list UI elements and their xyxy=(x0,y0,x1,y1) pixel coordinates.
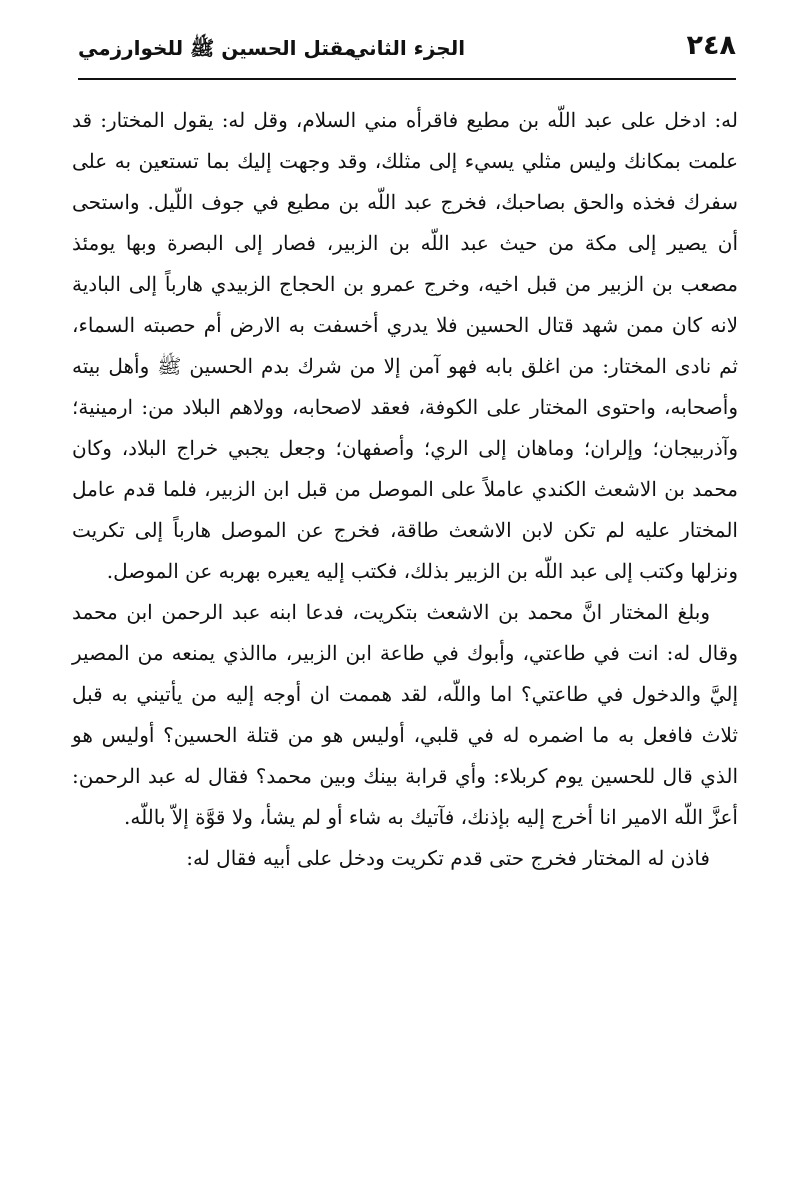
main-text xyxy=(72,100,738,879)
paragraph: وبلغ المختار انَّ محمد بن الاشعث بتكريت، فدعا ابنه عبد الرحمن ابن محمد وقال له: انت في طاعتي، وأبوك في طاعة ابن الزبير، ماالذي يمنعه من المصير إليَّ والدخول في طاعتي؟ اما واللّه، لقد هممت ان أوجه إليه من يأتيني به قبل ثلاث فافعل به ما اضمره له في قلبي، أوليس هو من قتلة الحسين؟ أوليس هو الذي قال للحسين يوم كربلاء: وأي قرابة بينك وبين محمد؟ فقال له عبد الرحمن: أعزَّ اللّه الامير انا أخرج إليه بإذنك، فآتيك به شاء أو لم يشأ، ولا قوَّة إلاّ باللّه. xyxy=(72,600,738,829)
page-header xyxy=(78,28,736,76)
running-title: الجزء الثاني xyxy=(348,36,466,60)
header-divider xyxy=(78,78,736,80)
page-number: ٢٤٨ xyxy=(686,30,736,61)
paragraph: له: ادخل على عبد اللّه بن مطيع فاقرأه مني السلام، وقل له: يقول المختار: قد علمت بمكانك وليس مثلي يسيء إلى مثلك، وقد وجهت إليك بما تستعين به على سفرك فخذه والحق بصاحبك، فخرج عبد اللّه بن مطيع في جوف اللّيل. واستحى أن يصير إلى مكة من حيث عبد اللّه بن الزبير، فصار إلى البصرة وبها يومئذ مصعب بن الزبير من قبل اخيه، وخرج عمرو بن الحجاج الزبيدي هارباً إلى البادية لانه كان ممن شهد قتال الحسين فلا يدري أخسفت به الارض أم حصبته السماء، ثم نادى المختار: من اغلق بابه فهو آمن إلا من شرك بدم الحسين ﷺ وأهل بيته وأصحابه، واحتوى المختار على الكوفة، فعقد لاصحابه، وولاهم البلاد من: ارمينية؛ وآذربيجان؛ وإلران؛ وماهان إلى الري؛ وأصفهان؛ وجعل يجبي خراج البلاد، وكان محمد بن الاشعث الكندي عاملاً على الموصل من قبل ابن الزبير، فلما قدم عامل المختار عليه لم تكن لابن الاشعث طاقة، فخرج عن الموصل هارباً إلى تكريت ونزلها وكتب إلى عبد اللّه بن الزبير بذلك، فكتب إليه يعيره بهربه عن الموصل. xyxy=(72,108,738,583)
book-title: مقتل الحسين ﷺ للخوارزمي xyxy=(78,36,357,60)
paragraph: فاذن له المختار فخرج حتى قدم تكريت ودخل على أبيه فقال له: xyxy=(186,846,710,870)
